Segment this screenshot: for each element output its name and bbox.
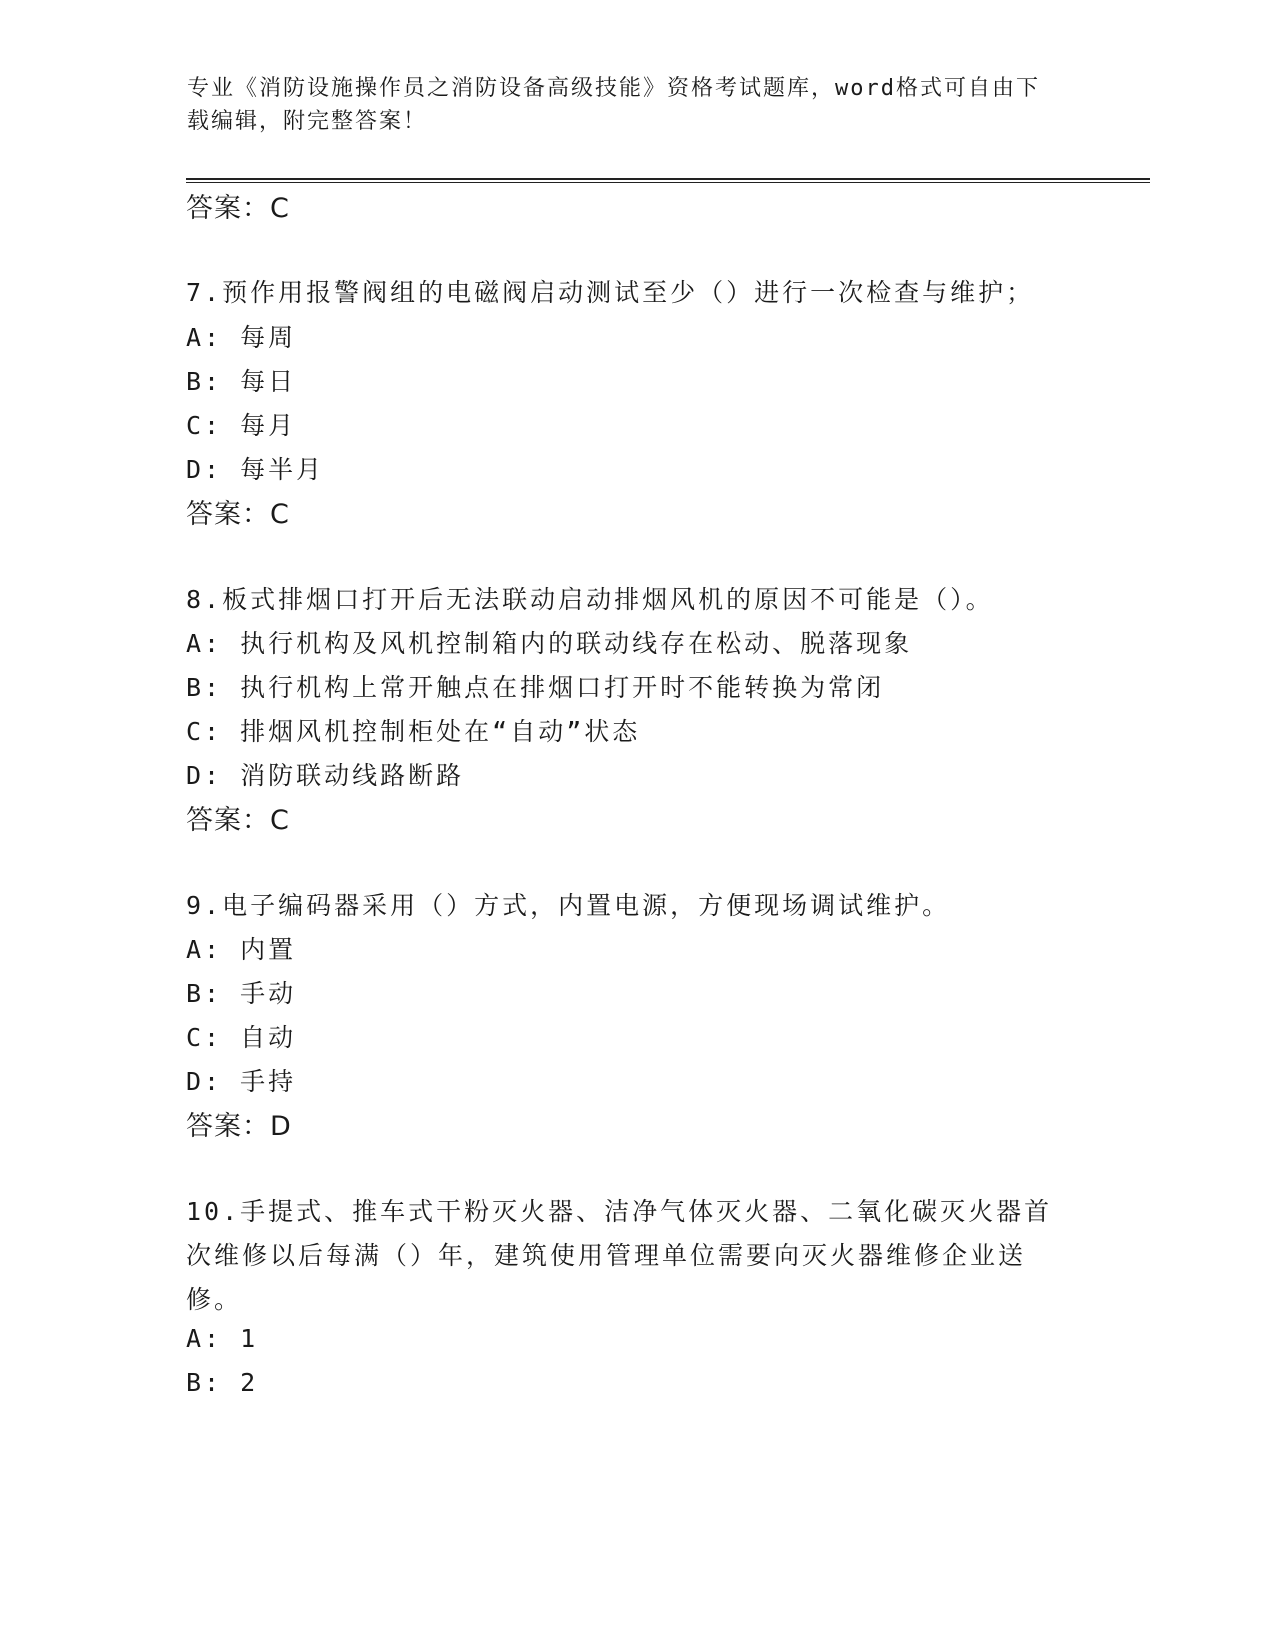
- q9-option-b: B: 手动: [186, 979, 297, 1008]
- question-9: 9.电子编码器采用（）方式，内置电源，方便现场调试维护。: [186, 891, 951, 920]
- q10-option-b: B: 2: [186, 1368, 259, 1397]
- q9-option-d: D: 手持: [186, 1067, 297, 1096]
- header-line-1: 专业《消防设施操作员之消防设备高级技能》资格考试题库，word格式可自由下: [187, 76, 1040, 101]
- q8-option-b: B: 执行机构上常开触点在排烟口打开时不能转换为常闭: [186, 673, 885, 702]
- q10-option-a: A: 1: [186, 1324, 259, 1353]
- q9-option-c: C: 自动: [186, 1023, 297, 1052]
- q7-option-a: A: 每周: [186, 323, 297, 352]
- q7-option-c: C: 每月: [186, 411, 297, 440]
- question-7: 7.预作用报警阀组的电磁阀启动测试至少（）进行一次检查与维护；: [186, 278, 1035, 307]
- question-10-line-2: 次维修以后每满（）年，建筑使用管理单位需要向灭火器维修企业送: [186, 1241, 1027, 1270]
- q8-option-d: D: 消防联动线路断路: [186, 761, 465, 790]
- answer-label: 答案：C: [186, 193, 290, 224]
- q8-answer: 答案：C: [186, 805, 290, 836]
- q8-option-c: C: 排烟风机控制柜处在“自动”状态: [186, 717, 641, 746]
- question-10-line-1: 10.手提式、推车式干粉灭火器、洁净气体灭火器、二氧化碳灭火器首: [186, 1197, 1053, 1226]
- header-line-2: 载编辑，附完整答案！: [187, 109, 428, 134]
- q7-answer: 答案：C: [186, 499, 290, 530]
- question-8: 8.板式排烟口打开后无法联动启动排烟风机的原因不可能是（）。: [186, 585, 994, 614]
- header-divider: [186, 178, 1150, 183]
- question-10-line-3: 修。: [186, 1285, 243, 1314]
- q7-option-b: B: 每日: [186, 367, 297, 396]
- q9-option-a: A: 内置: [186, 935, 297, 964]
- q7-option-d: D: 每半月: [186, 455, 325, 484]
- document-header: [187, 72, 1067, 138]
- q9-answer: 答案：D: [186, 1111, 292, 1142]
- q8-option-a: A: 执行机构及风机控制箱内的联动线存在松动、脱落现象: [186, 629, 913, 658]
